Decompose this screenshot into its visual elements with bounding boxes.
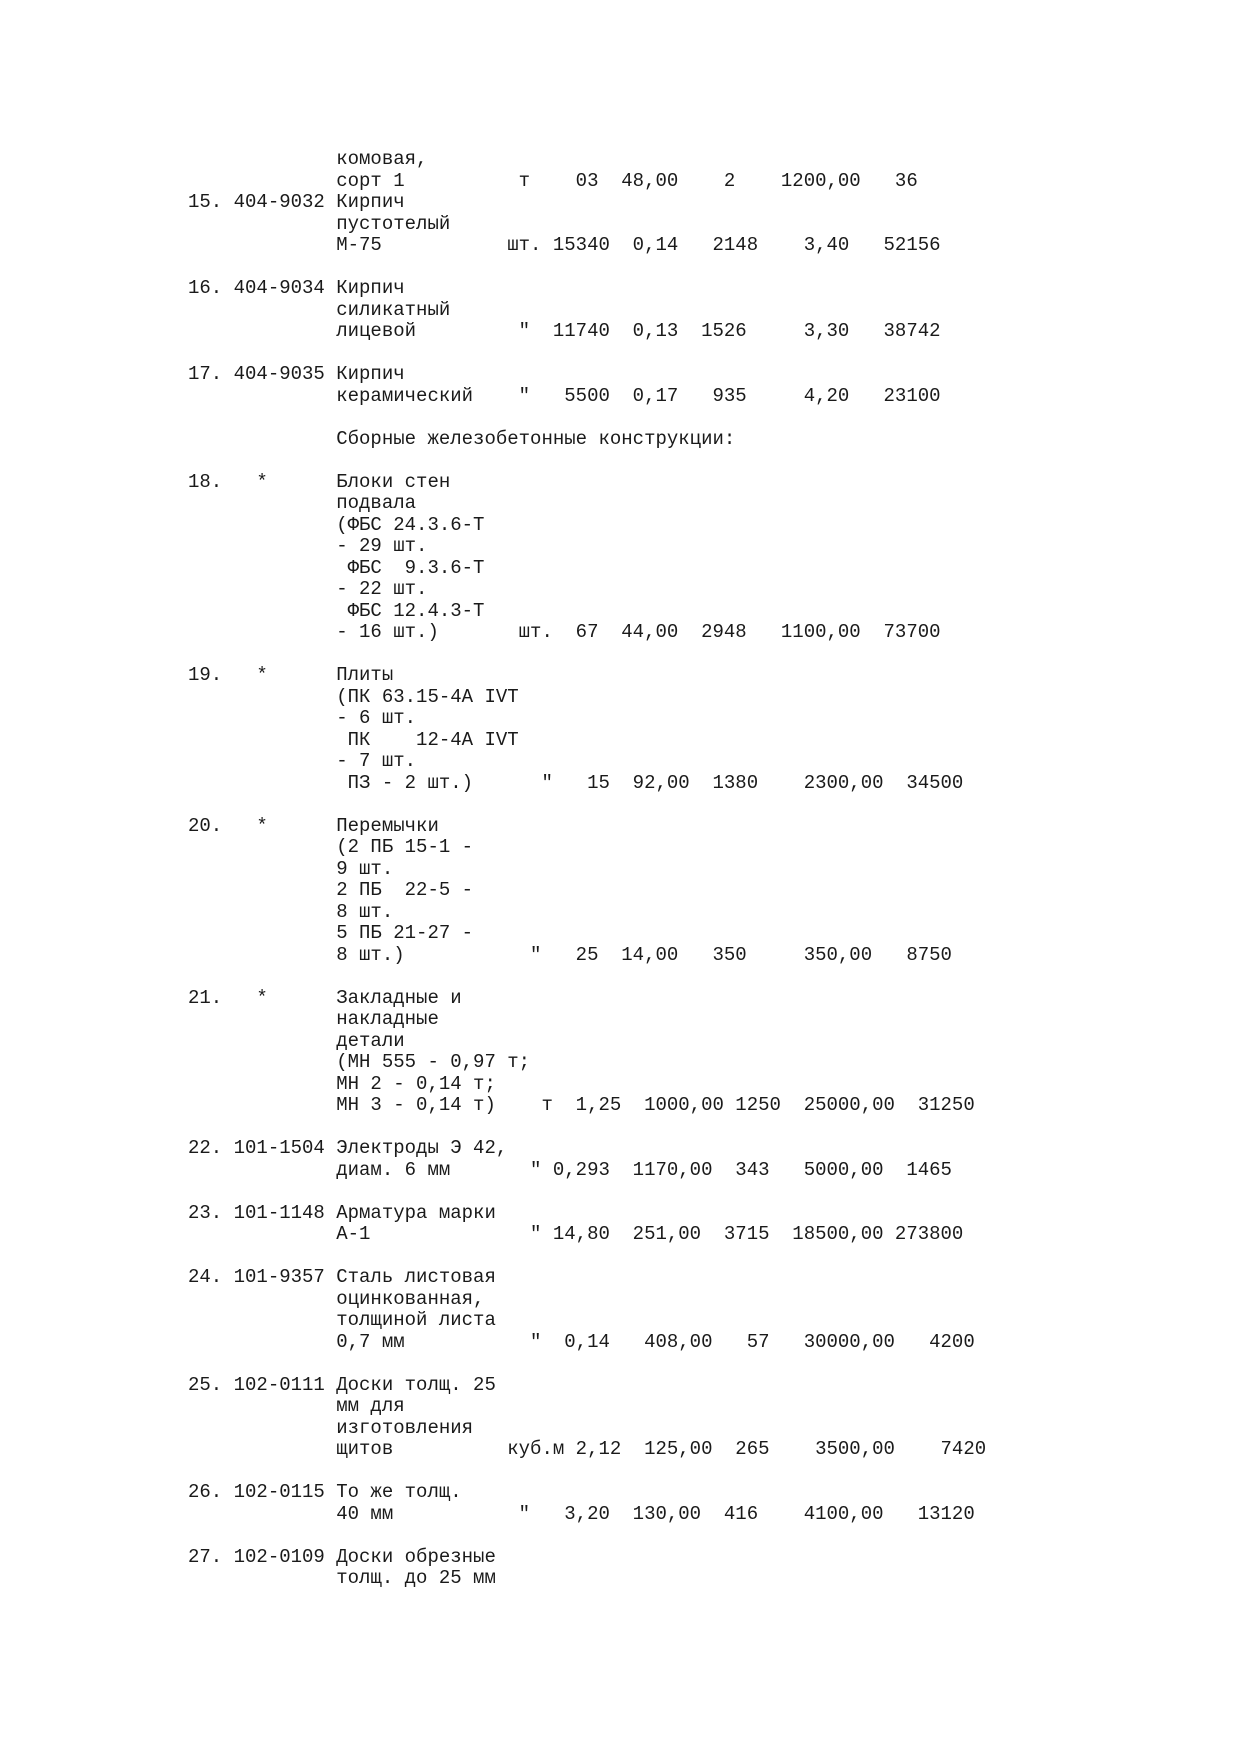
text-line: подвала	[188, 492, 417, 514]
blank-line	[188, 407, 986, 429]
text-line: 20. * Перемычки	[188, 814, 439, 837]
text-line: 5 ПБ 21-27 -	[188, 922, 474, 944]
text-line: 2 ПБ 22-5 -	[188, 879, 474, 901]
estimate-text-block	[188, 149, 986, 1590]
blank-line	[188, 450, 986, 472]
text-line: керамический " 5500 0,17 935 4,20 23100	[188, 384, 941, 407]
text-line: изготовления	[188, 1416, 474, 1439]
text-line: 24. 101-9357 Сталь листовая	[188, 1266, 496, 1288]
text-line: 18. * Блоки стен	[188, 470, 451, 493]
blank-line	[188, 1353, 986, 1375]
blank-line	[188, 794, 986, 816]
text-line: 15. 404-9032 Кирпич	[188, 191, 405, 213]
text-line: - 29 шт.	[188, 535, 428, 557]
text-line: лицевой " 11740 0,13 1526 3,30 38742	[188, 320, 941, 342]
text-line: ФБС 9.3.6-Т	[188, 556, 485, 579]
text-line: 23. 101-1148 Арматура марки	[188, 1201, 496, 1224]
text-line: - 22 шт.	[188, 578, 428, 600]
text-line: пустотелый	[188, 212, 451, 235]
text-line: комовая,	[188, 148, 428, 170]
blank-line	[188, 1246, 986, 1268]
text-line: ФБС 12.4.3-Т	[188, 599, 485, 622]
text-line: детали	[188, 1029, 405, 1052]
blank-line	[188, 644, 986, 666]
text-line: 17. 404-9035 Кирпич	[188, 363, 405, 385]
text-line: щитов куб.м 2,12 125,00 265 3500,00 7420	[188, 1438, 987, 1460]
text-line: - 6 шт.	[188, 707, 417, 729]
text-line: накладные	[188, 1008, 439, 1030]
text-line: толщ. до 25 мм	[188, 1567, 496, 1589]
text-line: ПЗ - 2 шт.) " 15 92,00 1380 2300,00 34500	[188, 771, 964, 794]
blank-line	[188, 1525, 986, 1547]
text-line: (ФБС 24.3.6-Т	[188, 513, 485, 536]
text-line: силикатный	[188, 298, 451, 321]
text-line: сорт 1 т 03 48,00 2 1200,00 36	[188, 169, 918, 192]
text-line: (МН 555 - 0,97 т;	[188, 1051, 531, 1073]
blank-line	[188, 1461, 986, 1483]
text-line: оцинкованная,	[188, 1287, 485, 1310]
text-line: 25. 102-0111 Доски толщ. 25	[188, 1373, 496, 1396]
text-line: Сборные железобетонные конструкции:	[188, 427, 736, 450]
text-line: мм для	[188, 1395, 405, 1417]
text-line: 22. 101-1504 Электроды Э 42,	[188, 1137, 508, 1159]
text-line: 40 мм " 3,20 130,00 416 4100,00 13120	[188, 1502, 975, 1525]
blank-line	[188, 1117, 986, 1139]
text-line: (2 ПБ 15-1 -	[188, 836, 474, 858]
text-line: А-1 " 14,80 251,00 3715 18500,00 273800	[188, 1223, 964, 1245]
text-line: 27. 102-0109 Доски обрезные	[188, 1545, 496, 1568]
blank-line	[188, 966, 986, 988]
text-line: ПК 12-4А IVТ	[188, 728, 519, 751]
text-line: 9 шт.	[188, 857, 394, 880]
text-line: - 7 шт.	[188, 750, 417, 772]
text-line: МН 2 - 0,14 т;	[188, 1072, 496, 1095]
text-line: 8 шт.	[188, 900, 394, 923]
blank-line	[188, 1181, 986, 1203]
text-line: 8 шт.) " 25 14,00 350 350,00 8750	[188, 943, 952, 966]
text-line: толщиной листа	[188, 1309, 496, 1331]
blank-line	[188, 343, 986, 365]
text-line: МН 3 - 0,14 т) т 1,25 1000,00 1250 25000,00 31250	[188, 1094, 975, 1116]
text-line: 0,7 мм " 0,14 408,00 57 30000,00 4200	[188, 1330, 975, 1353]
text-line: М-75 шт. 15340 0,14 2148 3,40 52156	[188, 234, 941, 256]
text-line: - 16 шт.) шт. 67 44,00 2948 1100,00 73700	[188, 621, 941, 643]
text-line: диам. 6 мм " 0,293 1170,00 343 5000,00 1465	[188, 1158, 952, 1181]
blank-line	[188, 257, 986, 279]
text-line: (ПК 63.15-4А IVТ	[188, 685, 519, 708]
text-line: 19. * Плиты	[188, 664, 394, 686]
text-line: 26. 102-0115 То же толщ.	[188, 1481, 462, 1503]
text-line: 21. * Закладные и	[188, 986, 462, 1009]
text-line: 16. 404-9034 Кирпич	[188, 277, 405, 299]
